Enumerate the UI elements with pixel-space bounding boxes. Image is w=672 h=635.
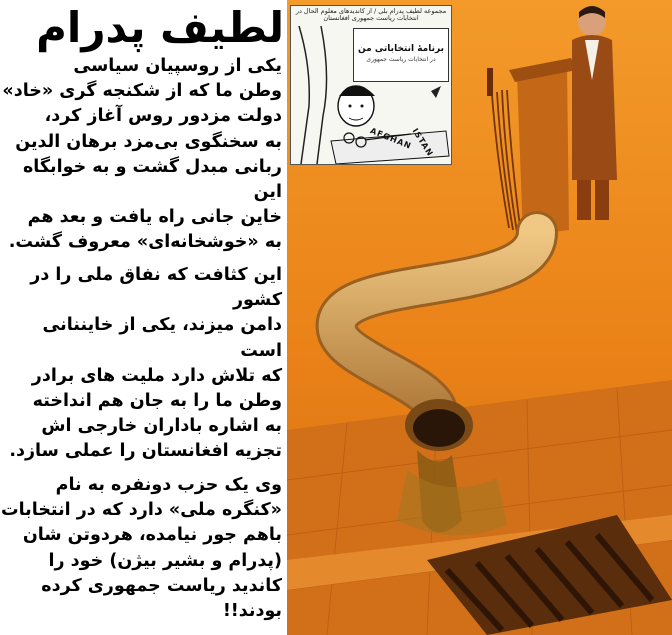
headline-title: لطیف پدرام (36, 3, 284, 52)
map-label-1: AFGHAN (368, 126, 413, 151)
cartoon-header: مجموعه لطیف پدرام بلی / از کاندیدهای معلوم الحال در انتخابات ریاست جمهوری افغانستان (295, 7, 447, 22)
paragraph-2: این کثافت که نفاق ملی را در کشور دامن میزند، یکی از خایننانی است که تلاش دارد ملیت های برادر وطن ما را به جان هم انداخته به اشاره باداران خارجی اش تجزیه افغانستان را عملی سازد. (9, 265, 282, 462)
paragraph-1: یکی از روسپیان سیاسی وطن ما که از شکنجه گری «خاد» دولت مزدور روس آغاز کرد، به سخنگوی بی‌مزد برهان الدین ربانی مبدل گشت و به خوابگاه این خاین جانی راه یافت و بعد هم به «خوشخانه‌ای» معروف گشت. (2, 56, 282, 253)
cartoon-inset (290, 5, 452, 165)
book-subtitle: در انتخابات ریاست جمهوری (366, 56, 436, 63)
book-cover (353, 28, 449, 82)
text-panel (0, 0, 287, 635)
paragraph-3: وی یک حزب دونفره به نام «کنگره ملی» دارد که در انتخابات باهم جور نیامده، هردوتن شان (پدرام و بشیر بیژن) خود را کاندید ریاست جمهوری کرده بودند!! (1, 475, 282, 622)
map-label-2: ISTAN (410, 126, 435, 159)
book-title: برنامهٔ انتخاباتی من (358, 44, 444, 54)
